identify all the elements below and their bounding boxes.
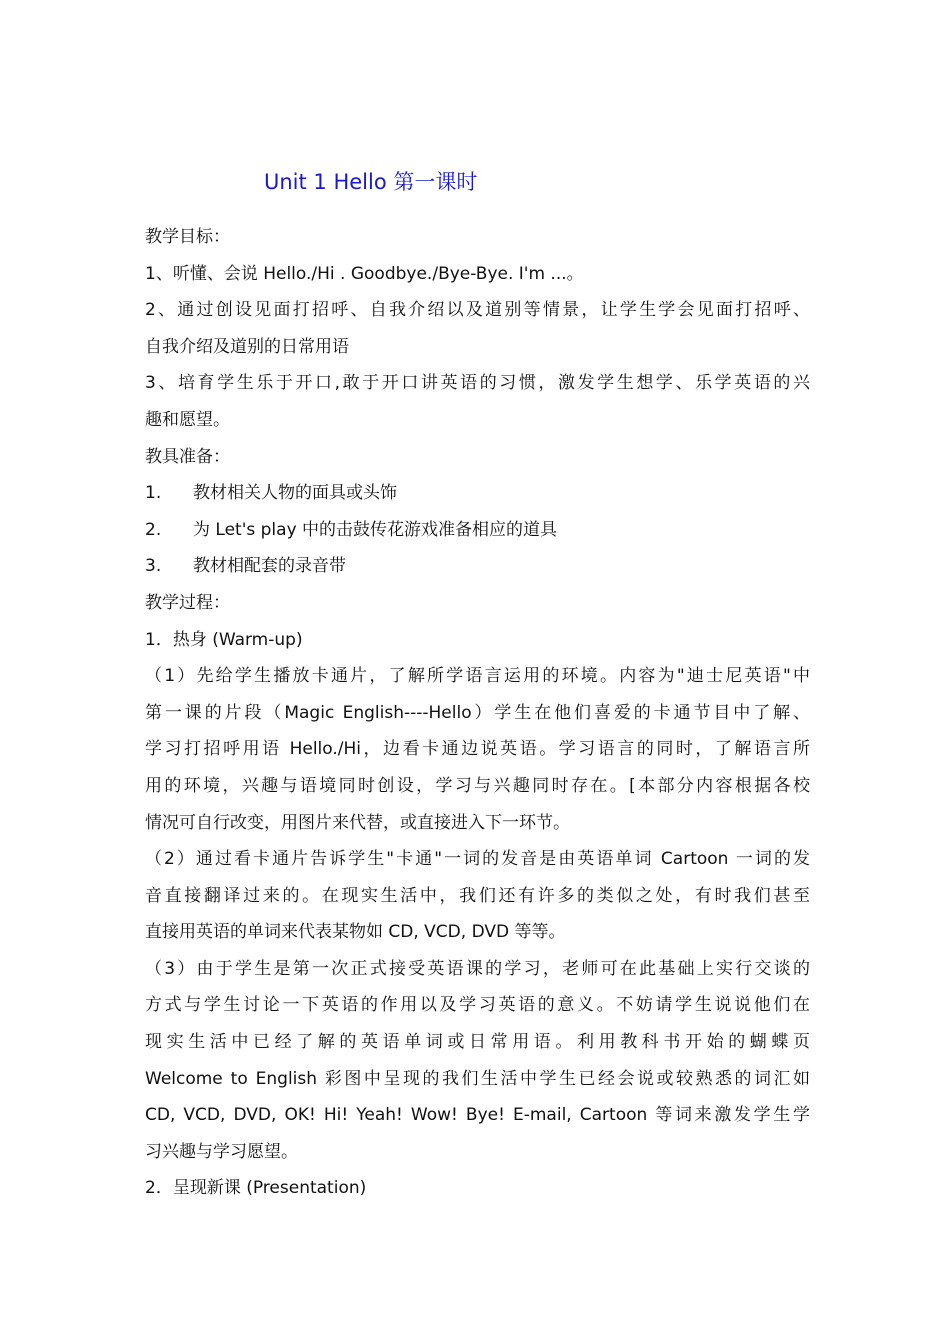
list-item-text: 教材相关人物的面具或头饰: [193, 483, 397, 504]
body-line: 自我介绍及道别的日常用语: [145, 336, 349, 357]
list-number: 1.: [145, 483, 162, 504]
body-line: [145, 548, 810, 585]
body-line: 现实生活中已经了解的英语单词或日常用语。利用教科书开始的蝴蝶页: [145, 1032, 810, 1053]
body-line: （2）通过看卡通片告诉学生"卡通"一词的发音是由英语单词 Cartoon 一词的发: [145, 849, 810, 870]
body-line: CD, VCD, DVD, OK! Hi! Yeah! Wow! Bye! E-mail, Cartoon 等词来激发学生学: [145, 1105, 810, 1126]
body-line: 第一课的片段（Magic English----Hello）学生在他们喜爱的卡通节目中了解、: [145, 702, 810, 723]
body-line: 教具准备：: [145, 446, 230, 467]
list-number: 2.: [145, 519, 162, 540]
body-line: 1．热身 (Warm-up): [145, 629, 303, 650]
list-item-text: 教材相配套的录音带: [193, 556, 346, 577]
body-line: 直接用英语的单词来代表某物如 CD, VCD, DVD 等等。: [145, 922, 566, 943]
body-line: 趣和愿望。: [145, 409, 230, 430]
body-line: 情况可自行改变，用图片来代替，或直接进入下一环节。: [145, 812, 570, 833]
body-line: 音直接翻译过来的。在现实生活中，我们还有许多的类似之处，有时我们甚至: [145, 885, 810, 906]
body-line: 方式与学生讨论一下英语的作用以及学习英语的意义。不妨请学生说说他们在: [145, 995, 810, 1016]
body-line: 1、听懂、会说 Hello./Hi . Goodbye./Bye-Bye. I'm ...。: [145, 263, 584, 284]
list-item-text: 为 Let's play 中的击鼓传花游戏准备相应的道具: [193, 519, 558, 540]
body-line: 2．呈现新课 (Presentation): [145, 1178, 367, 1199]
body-line: 学习打招呼用语 Hello./Hi，边看卡通边说英语。学习语言的同时，了解语言所: [145, 739, 810, 760]
body-line: 教学过程：: [145, 592, 230, 613]
document-title: Unit 1 Hello 第一课时: [264, 170, 478, 194]
body-line: 教学目标：: [145, 227, 230, 247]
body-line: [145, 512, 810, 549]
body-line: Welcome to English 彩图中呈现的我们生活中学生已经会说或较熟悉的词汇如: [145, 1068, 810, 1089]
list-number: 3.: [145, 556, 162, 577]
body-line: 2、通过创设见面打招呼、自我介绍以及道别等情景，让学生学会见面打招呼、: [145, 300, 810, 321]
body-line: （3）由于学生是第一次正式接受英语课的学习，老师可在此基础上实行交谈的: [145, 958, 810, 979]
body-line: （1）先给学生播放卡通片，了解所学语言运用的环境。内容为"迪士尼英语"中: [145, 666, 810, 687]
body-line: 习兴趣与学习愿望。: [145, 1141, 298, 1162]
body-line: 3、培育学生乐于开口,敢于开口讲英语的习惯，激发学生想学、乐学英语的兴: [145, 373, 810, 394]
body-line: 用的环境，兴趣与语境同时创设，学习与兴趣同时存在。[本部分内容根据各校: [145, 775, 810, 796]
document-body: [145, 219, 810, 1207]
body-line: [145, 475, 810, 512]
